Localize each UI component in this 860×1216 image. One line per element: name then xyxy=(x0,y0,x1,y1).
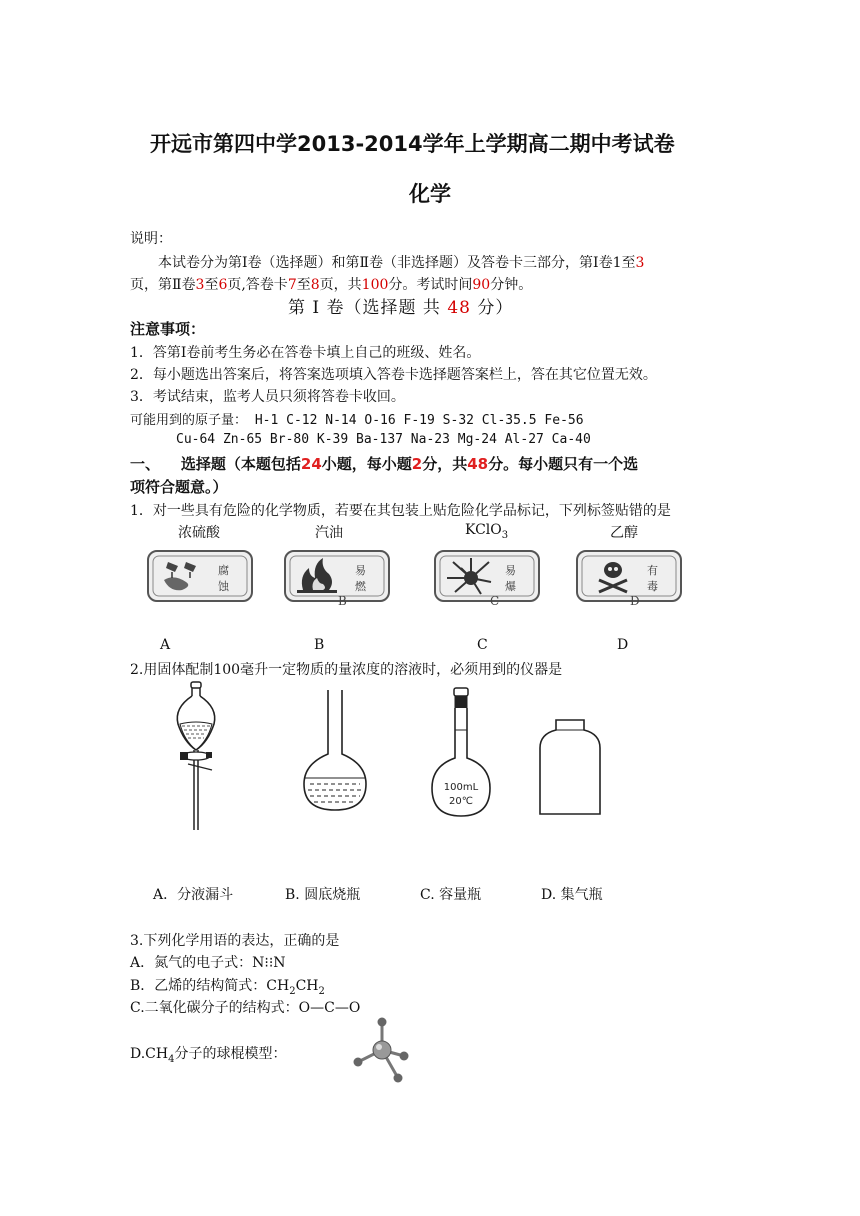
intro-line1: 本试卷分为第Ⅰ卷（选择题）和第Ⅱ卷（非选择题）及答卷卡三部分，第Ⅰ卷1至3 xyxy=(158,255,645,271)
sign-text: 毒 xyxy=(647,580,658,593)
note-2: 2．每小题选出答案后，将答案选项填入答卷卡选择题答案栏上，答在其它位置无效。 xyxy=(130,367,657,383)
sign-text: 蚀 xyxy=(218,580,229,593)
round-bottom-flask-icon xyxy=(300,688,370,814)
q1-option-b: B xyxy=(314,637,325,653)
q2-option-d: D. 集气瓶 xyxy=(541,887,603,903)
q1-option-d: D xyxy=(617,637,629,653)
section1-heading: 一、 选择题（本题包括24小题，每小题2分，共48分。每小题只有一个选 xyxy=(130,455,639,473)
intro-label: 说明： xyxy=(130,231,172,247)
q3-option-b: B．乙烯的结构简式：$CH_2CH_2$ xyxy=(130,978,325,997)
sign-text: 燃 xyxy=(355,580,366,593)
corrosive-sign-icon xyxy=(146,548,256,604)
flask-label: 20℃ xyxy=(449,796,473,807)
notes-heading: 注意事项： xyxy=(130,320,206,338)
volumetric-flask-icon xyxy=(428,686,500,820)
explosive-sign-icon xyxy=(433,548,543,604)
q1-option-a: A xyxy=(160,637,171,653)
q3-option-d: $D.CH_4$分子的球棍模型： xyxy=(130,1046,287,1065)
intro-line2: 页，第Ⅱ卷3至6页,答卷卡7至8页，共100分。考试时间90分钟。 xyxy=(130,277,533,293)
gas-collecting-bottle-icon xyxy=(534,718,606,818)
flask-label: 100mL xyxy=(443,782,479,793)
sign-text: 腐 xyxy=(218,564,229,577)
sign-text: 有 xyxy=(647,564,658,577)
sign-text: 易 xyxy=(505,564,516,577)
q1-ghost-c: C xyxy=(490,594,500,608)
q1-substance-d: 乙醇 xyxy=(610,525,638,541)
note-1: 1．答第Ⅰ卷前考生务必在答卷卡填上自己的班级、姓名。 xyxy=(130,345,481,361)
question-2-text: 2.用固体配制100毫升一定物质的量浓度的溶液时，必须用到的仪器是 xyxy=(130,662,563,678)
q1-substance-b: 汽油 xyxy=(315,525,343,541)
q1-ghost-b: B xyxy=(338,594,347,608)
sign-text: 易 xyxy=(355,564,366,577)
question-1-text: 1．对一些具有危险的化学物质，若要在其包装上贴危险化学品标记，下列标签贴错的是 xyxy=(130,503,671,519)
q1-substance-c: KClO$_3$ xyxy=(465,522,509,541)
part1-heading: 第 Ⅰ 卷（选择题 共 48 分） xyxy=(288,298,514,318)
atomic-mass-line1: 可能用到的原子量： H-1 C-12 N-14 O-16 F-19 S-32 Cl-35.5 Fe-56 xyxy=(130,413,584,428)
section1-heading-line2: 项符合题意。） xyxy=(130,478,228,496)
subject-title: 化学 xyxy=(409,182,451,206)
methane-ball-stick-model-icon xyxy=(346,1014,422,1090)
q1-option-c: C xyxy=(477,637,488,653)
q3-option-a: A．氮气的电子式：N⁝⁝N xyxy=(130,955,286,971)
q2-option-a: A．分液漏斗 xyxy=(153,887,234,903)
exam-title: 开远市第四中学2013-2014学年上学期高二期中考试卷 xyxy=(150,132,675,156)
separatory-funnel-icon xyxy=(168,680,228,840)
atomic-mass-line2: Cu-64 Zn-65 Br-80 K-39 Ba-137 Na-23 Mg-24 Al-27 Ca-40 xyxy=(176,432,591,447)
q1-ghost-d: D xyxy=(630,594,640,608)
q2-option-b: B. 圆底烧瓶 xyxy=(285,887,361,903)
question-3-text: 3.下列化学用语的表达，正确的是 xyxy=(130,933,340,949)
q3-option-c: C.二氧化碳分子的结构式：O—C—O xyxy=(130,1000,361,1016)
q1-substance-a: 浓硫酸 xyxy=(178,525,220,541)
q2-option-c: C. 容量瓶 xyxy=(420,887,482,903)
note-3: 3．考试结束，监考人员只须将答卷卡收回。 xyxy=(130,389,405,405)
sign-text: 爆 xyxy=(505,580,516,593)
